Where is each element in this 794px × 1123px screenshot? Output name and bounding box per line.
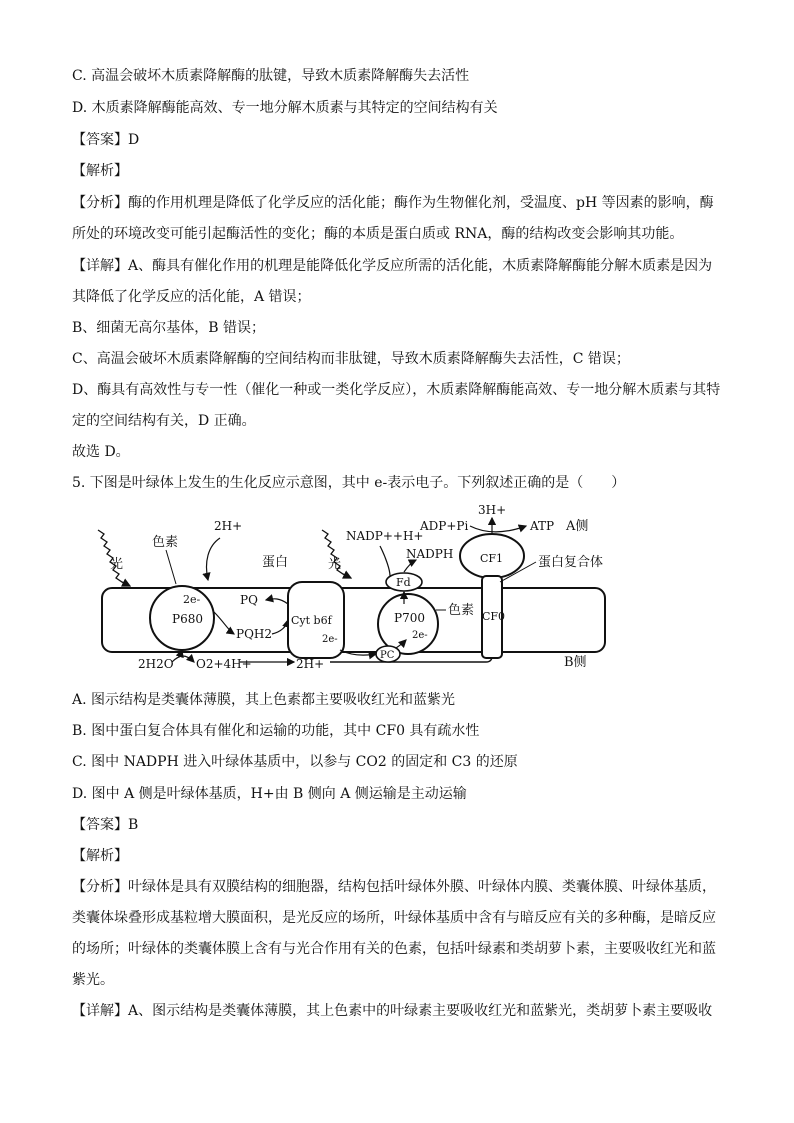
h2-in-label: 2H+: [214, 519, 243, 533]
detail-line-2: 其降低了化学反应的活化能，A 错误；: [72, 289, 311, 305]
pq-label: PQ: [240, 593, 258, 607]
cytb6f-label: Cyt b6f: [291, 614, 332, 627]
detail-line-6: 定的空间结构有关，D 正确。: [72, 413, 256, 429]
detail-line-1: 【详解】A、酶具有催化作用的机理是能降低化学反应所需的活化能，木质素降解酶能分解木质素是因为: [72, 258, 713, 274]
adp-label: ADP+Pi: [420, 519, 469, 533]
light-left-label: 光: [110, 557, 124, 572]
pigment-left-pointer: [166, 550, 176, 584]
cf0-label: CF0: [482, 610, 506, 623]
q5-analysis-line-3: 的场所；叶绿体的类囊体膜上含有与光合作用有关的色素，包括叶绿素和类胡萝卜素，主要吸收红光和蓝: [72, 941, 716, 957]
fd-label: Fd: [396, 576, 411, 589]
o2-label: O2+4H+: [196, 657, 252, 671]
pigment-right-label: 色素: [448, 603, 475, 618]
fd-to-nadph-arrow: [404, 560, 416, 572]
detail-line-3: B、细菌无高尔基体，B 错误；: [72, 320, 266, 336]
protein-label: 蛋白: [262, 555, 289, 570]
analysis-label: 【解析】: [72, 163, 128, 179]
analysis-line-2: 所处的环境改变可能引起酶活性的变化；酶的本质是蛋白质或 RNA，酶的结构改变会影响其功能。: [72, 226, 684, 242]
option-c-text: C. 高温会破坏木质素降解酶的肽键，导致木质素降解酶失去活性: [72, 68, 470, 84]
detail-line-4: C、高温会破坏木质素降解酶的空间结构而非肽键，导致木质素降解酶失去活性，C 错误；: [72, 351, 630, 367]
pq-to-pqh2-arrow: [214, 612, 234, 634]
q5-analysis-line-1: 【分析】叶绿体是具有双膜结构的细胞器，结构包括叶绿体外膜、叶绿体内膜、类囊体膜、叶绿体基质，: [72, 879, 716, 895]
nadp-in-label: NADP++H+: [346, 529, 424, 543]
nadph-label: NADPH: [406, 547, 454, 561]
option-d-text: D. 木质素降解酶能高效、专一地分解木质素与其特定的空间结构有关: [72, 100, 498, 116]
light-right-label: 光: [328, 557, 342, 572]
q5-analysis-label: 【解析】: [72, 848, 128, 864]
q5-analysis-line-2: 类囊体垛叠形成基粒增大膜面积，是光反应的场所，叶绿体基质中含有与暗反应有关的多种酶，是暗反应: [72, 910, 716, 926]
water-split-arrow: [172, 656, 194, 662]
analysis-line-1: 【分析】酶的作用机理是降低了化学反应的活化能；酶作为生物催化剂，受温度、pH 等因素的影响，酶: [72, 195, 714, 211]
e-pair-mid: 2e-: [322, 634, 338, 645]
nadp-to-fd-arrow: [380, 546, 390, 576]
pc-label: PC: [380, 650, 395, 661]
detail-line-5: D、酶具有高效性与专一性（催化一种或一类化学反应），木质素降解酶能高效、专一地分解木质素与其特: [72, 382, 721, 398]
q5-option-d: D. 图中 A 侧是叶绿体基质，H+由 B 侧向 A 侧运输是主动运输: [72, 786, 467, 802]
cf1-label: CF1: [480, 552, 504, 565]
q5-detail-line-1: 【详解】A、图示结构是类囊体薄膜，其上色素中的叶绿素主要吸收红光和蓝紫光，类胡萝卜素主要吸收: [72, 1003, 713, 1019]
cyt-to-pq-arrow: [266, 599, 288, 604]
side-a-label: A侧: [566, 519, 589, 534]
answer-label: 【答案】D: [72, 132, 140, 148]
chloroplast-diagram: [90, 500, 650, 680]
p700-label: P700: [394, 611, 425, 625]
adp-to-atp-arrow: [470, 526, 526, 532]
h2-in-arrow: [207, 538, 221, 580]
q5-answer-label: 【答案】B: [72, 817, 139, 833]
q5-analysis-line-4: 紫光。: [72, 972, 114, 988]
complex-label: 蛋白复合体: [538, 555, 604, 570]
q5-option-b: B. 图中蛋白复合体具有催化和运输的功能，其中 CF0 具有疏水性: [72, 723, 480, 739]
e-pair-right: 2e-: [412, 630, 428, 641]
side-b-label: B侧: [564, 655, 587, 670]
question-5-stem: 5. 下图是叶绿体上发生的生化反应示意图，其中 e-表示电子。下列叙述正确的是（ ）: [72, 475, 626, 491]
atp-label: ATP: [530, 519, 555, 533]
pqh2-to-cyt-arrow: [272, 620, 288, 634]
conclusion-line: 故选 D。: [72, 444, 130, 460]
q5-option-c: C. 图中 NADPH 进入叶绿体基质中，以参与 CO2 的固定和 C3 的还原: [72, 754, 518, 770]
h3-label: 3H+: [478, 503, 507, 517]
pigment-left-label: 色素: [152, 535, 179, 550]
h2o-label: 2H2O: [138, 657, 174, 671]
q5-option-a: A. 图示结构是类囊体薄膜，其上色素都主要吸收红光和蓝紫光: [72, 692, 456, 708]
thylakoid-svg: [90, 500, 650, 680]
p680-label: P680: [172, 612, 203, 626]
pqh2-label: PQH2: [236, 627, 273, 641]
h-out-label: 2H+: [296, 657, 325, 671]
e-pair-left: 2e-: [183, 593, 201, 606]
